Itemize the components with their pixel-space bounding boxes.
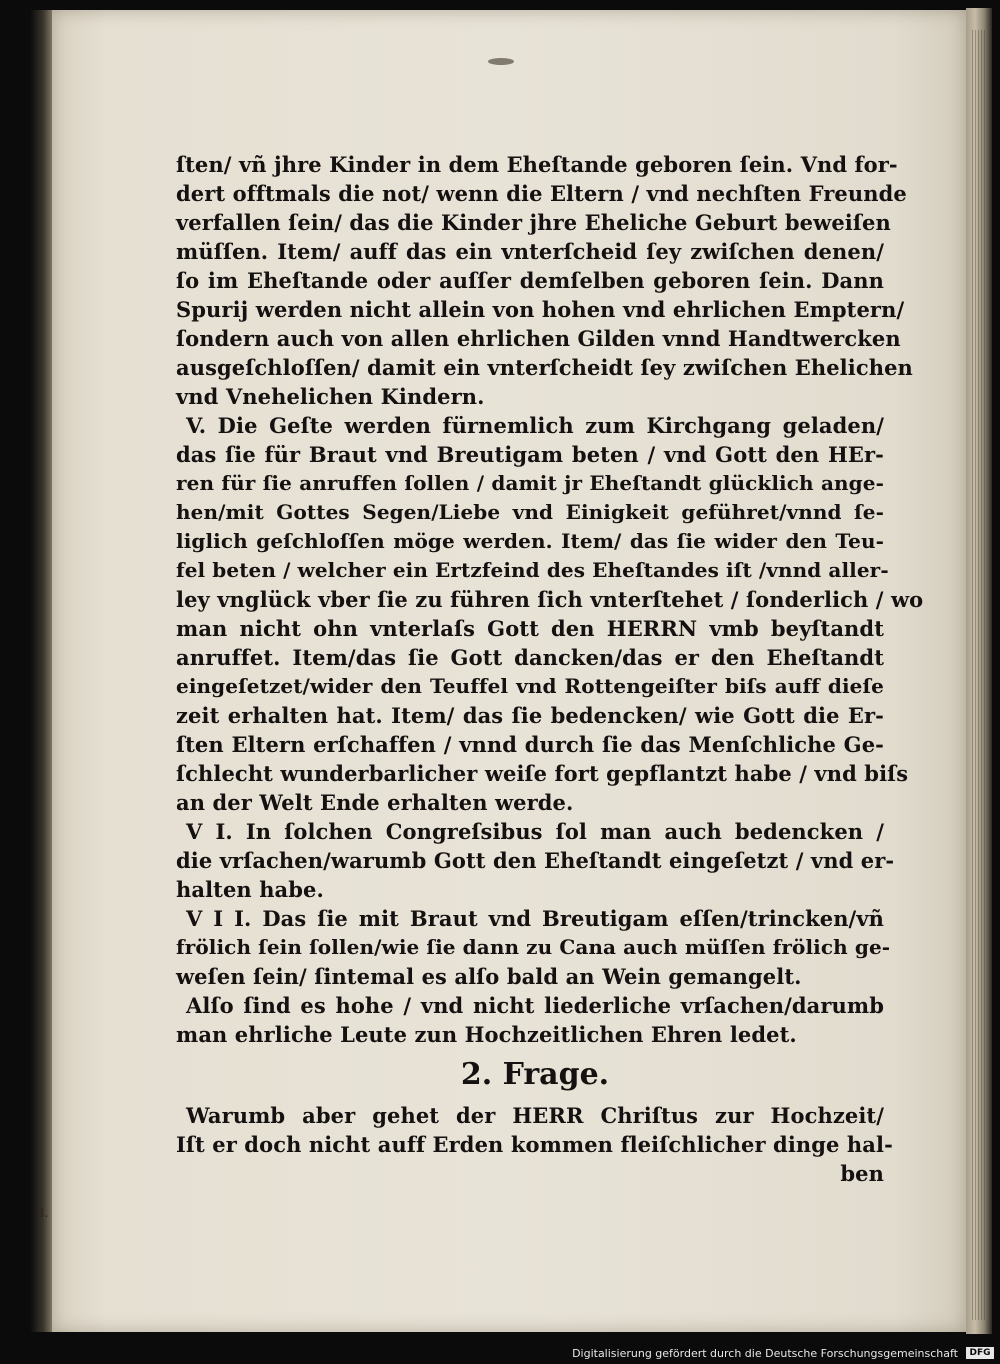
text-line: man ehrliche Leute zun Hochzeitlichen Ehren ledet. [176, 1022, 797, 1047]
text-line: ren für ſie anruffen ſollen / damit jr Eheſtandt glücklich ange- [176, 471, 884, 495]
text-line: ſchlecht wunderbarlicher weiſe fort gepflantzt habe / vnd biſs [176, 761, 909, 786]
text-line: V I. In ſolchen Congreſsibus ſol man auch bedencken / [186, 819, 884, 844]
text-line: fel beten / welcher ein Ertzfeind des Eheſtandes iſt /vnnd aller- [176, 558, 889, 582]
text-line: halten habe. [176, 877, 324, 902]
text-line: Warumb aber gehet der HERR Chriſtus zur Hochzeit/ [186, 1103, 884, 1128]
text-line: ſondern auch von allen ehrlichen Gilden vnnd Handtwercken [176, 326, 901, 351]
text-line: V. Die Geſte werden fürnemlich zum Kirchgang geladen/ [186, 413, 884, 438]
text-line: liglich geſchloſſen möge werden. Item/ das ſie wider den Teu- [176, 529, 884, 553]
text-line: müſſen. Item/ auff das ein vnterſcheid ſey zwiſchen denen/ [176, 239, 884, 264]
text-line: ley vnglück vber ſie zu führen ſich vnterſtehet / ſonderlich / wo [176, 587, 924, 612]
text-line: zeit erhalten hat. Item/ das ſie bedencken/ wie Gott die Er- [176, 703, 884, 728]
text-line: anruffet. Item/das ſie Gott dancken/das er den Eheſtandt [176, 645, 884, 670]
text-line: ausgeſchloſſen/ damit ein vnterſcheidt ſey zwiſchen Ehelichen [176, 355, 913, 380]
funding-credit: Digitalisierung gefördert durch die Deutsche Forschungsgemeinschaft [572, 1347, 958, 1360]
text-line: dert offtmals die not/ wenn die Eltern / vnd nechſten Freunde [176, 181, 907, 206]
text-line: ſo im Eheſtande oder auſſer demſelben geboren ſein. Dann [176, 268, 884, 293]
catchword: ben [840, 1161, 884, 1186]
text-line: ſten Eltern erſchaffen / vnnd durch ſie das Menſchliche Ge- [176, 732, 884, 757]
text-line: die vrſachen/warumb Gott den Eheſtandt eingeſetzt / vnd er- [176, 848, 895, 873]
text-line: man nicht ohn vnterlaſs Gott den HERRN vmb beyſtandt [176, 616, 884, 641]
section-heading: 2. Frage. [460, 1057, 610, 1092]
ink-smudge [488, 58, 514, 65]
dfg-logo: DFG [966, 1347, 994, 1359]
text-line: vnd Vnehelichen Kindern. [176, 384, 485, 409]
text-line: verfallen ſein/ das die Kinder jhre Eheliche Geburt beweiſen [176, 210, 891, 235]
text-line: Alſo ſind es hohe / vnd nicht liederliche vrſachen/darumb [186, 993, 884, 1018]
text-line: ſten/ vñ jhre Kinder in dem Eheſtande geboren ſein. Vnd for- [176, 152, 898, 177]
text-line: frölich ſein ſollen/wie ſie dann zu Cana auch müſſen frölich ge- [176, 935, 891, 959]
text-line: das ſie für Braut vnd Breutigam beten / vnd Gott den HEr- [176, 442, 884, 467]
text-line: Iſt er doch nicht auff Erden kommen fleiſchlicher dinge hal- [176, 1132, 893, 1157]
text-line: Spurij werden nicht allein von hohen vnd ehrlichen Emptern/ [176, 297, 905, 322]
book-gutter [30, 10, 52, 1332]
text-line: V I I. Das ſie mit Braut vnd Breutigam eſſen/trincken/vñ [186, 906, 884, 931]
footer-bar [0, 1344, 1000, 1364]
text-line: eingeſetzet/wider den Teuffel vnd Rottengeiſter biſs auff dieſe [176, 674, 884, 698]
text-line: hen/mit Gottes Segen/Liebe vnd Einigkeit geführet/vnnd ſe- [176, 500, 884, 524]
text-line: weſen ſein/ ſintemal es alſo bald an Wein gemangelt. [176, 964, 802, 989]
gutter-mark: 3. [36, 1206, 49, 1221]
page-edge-lines [972, 30, 986, 1320]
page-text [176, 150, 924, 1188]
text-line: an der Welt Ende erhalten werde. [176, 790, 574, 815]
